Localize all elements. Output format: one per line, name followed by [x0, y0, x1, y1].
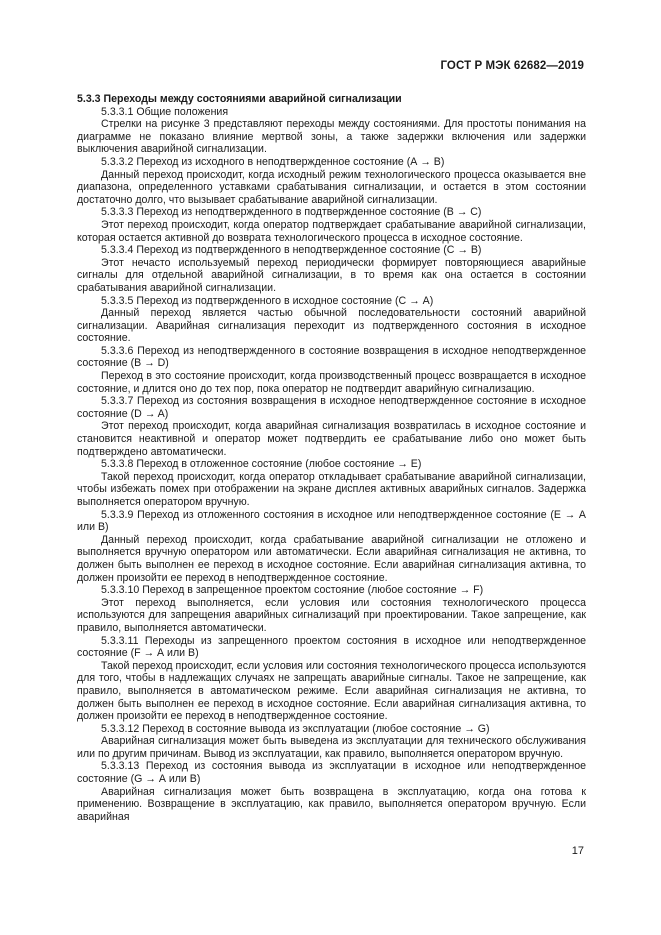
page-number: 17	[571, 845, 584, 857]
paragraph: Переход в это состояние происходит, когда производственный процесс возвращается в исходное состояние, и длится оно до тех пор, пока оператор не подтвердит аварийную сигнализацию.	[77, 370, 586, 395]
subsection-heading: 5.3.3.2 Переход из исходного в неподтвержденное состояние (А → В)	[101, 155, 445, 168]
subsection-heading: 5.3.3.4 Переход из подтвержденного в неподтвержденное состояние (С → В)	[101, 244, 482, 257]
paragraph: Такой переход происходит, когда оператор откладывает срабатывание аварийной сигнализации, чтобы избежать помех при отображении на экране дисплея активных аварийных сигналов. Задержка выполняется оператором вручную.	[77, 470, 586, 508]
subsection-heading: 5.3.3.13 Переход из состояния вывода из эксплуатации в исходное или неподтвержденное состояние (G → А или В)	[77, 760, 586, 786]
subsection-heading: 5.3.3.11 Переходы из запрещенного проектом состояния в исходное или неподтвержденное состояние (F → А или В)	[77, 634, 586, 660]
paragraph: Данный переход является частью обычной последовательности состояний аварийной сигнализации. Аварийная сигнализация переходит из подтвержденного состояния в исходное состояние.	[77, 307, 586, 345]
page-content	[77, 93, 586, 823]
section-title: 5.3.3 Переходы между состояниями аварийной сигнализации	[77, 93, 402, 105]
paragraph: Данный переход происходит, когда срабатывание аварийной сигнализации не отложено и выполняется вручную оператором или автоматически. Если аварийная сигнализация не активна, то должен быть выполнен ее переход в исходное состояние. Если аварийная сигнализация активна, то должен произойти ее переход в неподтвержденное состояние.	[77, 533, 586, 584]
paragraph: Аварийная сигнализация может быть возвращена в эксплуатацию, когда она готова к применению. Возвращение в эксплуатацию, как правило, выполняется оператором вручную. Если аварийная	[77, 785, 586, 823]
subsection-heading: 5.3.3.3 Переход из неподтвержденного в подтвержденное состояние (В → С)	[101, 206, 482, 219]
subsection-heading: 5.3.3.7 Переход из состояния возвращения в исходное неподтвержденное состояние в исходное состояние (D → A)	[77, 395, 586, 420]
subsection-heading: 5.3.3.8 Переход в отложенное состояние (любое состояние → Е)	[101, 458, 422, 471]
paragraph: Аварийная сигнализация может быть выведена из эксплуатации для технического обслуживания или по другим причинам. Вывод из эксплуатации, как правило, выполняется оператором вручную.	[77, 735, 586, 760]
subsection-heading: 5.3.3.12 Переход в состояние вывода из эксплуатации (любое состояние → G)	[101, 722, 490, 735]
subsection-heading: 5.3.3.5 Переход из подтвержденного в исходное состояние (С → А)	[101, 294, 434, 307]
paragraph: Такой переход происходит, если условия или состояния технологического процесса используются для того, чтобы в надлежащих случаях не запрещать аварийные сигналы. Такое не запрещение, как правило, выполняется в автоматическом режиме. Если аварийная сигнализация не активна, то должен быть выполнен ее переход в исходное состояние. Если аварийная сигнализация активна, то должен произойти ее переход в неподтвержденное состояние.	[77, 659, 586, 723]
paragraph: Этот переход происходит, когда оператор подтверждает срабатывание аварийной сигнализации, которая остается активной до возврата технологического процесса в исходное состояние.	[77, 218, 586, 244]
subsection-heading: 5.3.3.1 Общие положения	[101, 105, 229, 118]
paragraph: Этот переход выполняется, если условия или состояния технологического процесса используются для запрещения аварийных сигнализаций при проектировании. Такое запрещение, как правило, выполняется автоматически.	[77, 596, 586, 634]
paragraph: Стрелки на рисунке 3 представляют переходы между состояниями. Для простоты понимания на диаграмме не показано влияние мертвой зоны, а также задержки включения или задержки выключения аварийной сигнализации.	[77, 118, 586, 156]
subsection-heading: 5.3.3.9 Переход из отложенного состояния в исходное или неподтвержденное состояние (Е → А или В)	[77, 508, 586, 534]
paragraph: Этот нечасто используемый переход периодически формирует повторяющиеся аварийные сигналы для отдельной аварийной сигнализации, в то время как она остается в состоянии срабатывания аварийной сигнализации.	[77, 256, 586, 294]
paragraph: Этот переход происходит, когда аварийная сигнализация возвратилась в исходное состояние и становится неактивной и оператор может подтвердить ее срабатывание либо оно может быть подтверждено автоматически.	[77, 420, 586, 458]
standard-header: ГОСТ Р МЭК 62682—2019	[440, 60, 584, 72]
paragraph: Данный переход происходит, когда исходный режим технологического процесса оказывается вне диапазона, определенного уставками срабатывания сигнализации, и остается в этом состоянии достаточно долго, что вызывает срабатывание аварийной сигнализации.	[77, 168, 586, 206]
subsection-heading: 5.3.3.10 Переход в запрещенное проектом состояние (любое состояние → F)	[101, 584, 484, 597]
subsection-heading: 5.3.3.6 Переход из неподтвержденного в состояние возвращения в исходное неподтвержденное состояние (В → D)	[77, 344, 586, 370]
